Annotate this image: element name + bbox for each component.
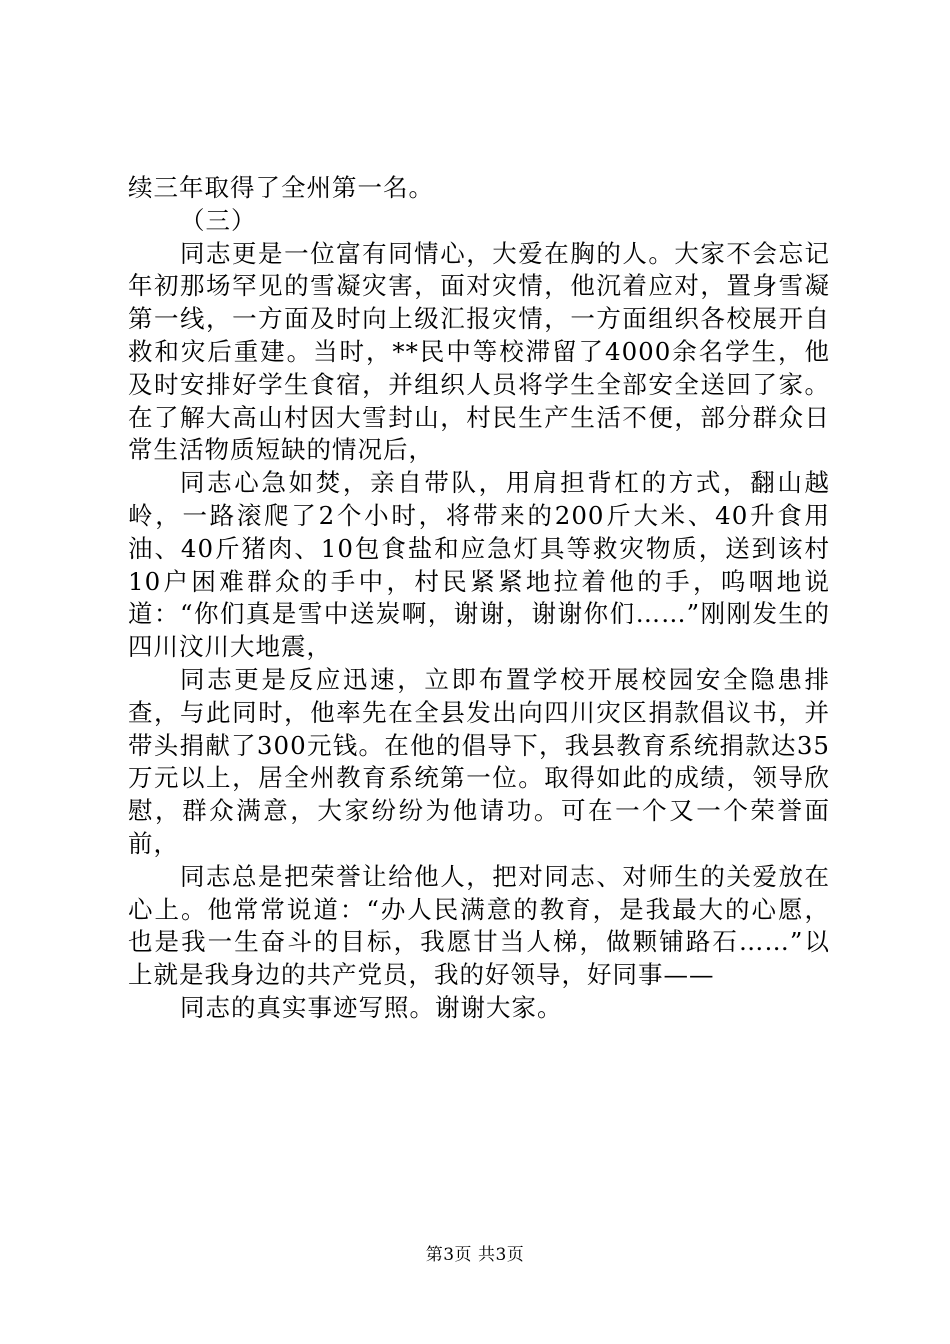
paragraph-2-section-heading: （三）: [180, 205, 257, 235]
paragraph-4: 同志心急如焚，亲自带队，用肩担背杠的方式，翻山越岭，一路滚爬了2个小时，将带来的200斤大米、40升食用油、40斤猪肉、10包食盐和应急灯具等救灾物质，送到该村10户困难群众的手中，村民紧紧地拉着他的手，呜咽地说道：“你们真是雪中送炭啊，谢谢，谢谢你们……”刚刚发生的四川汶川大地震，: [128, 468, 830, 662]
paragraph-6: 同志总是把荣誉让给他人，把对同志、对师生的关爱放在心上。他常常说道：“办人民满意的教育，是我最大的心愿，也是我一生奋斗的目标，我愿甘当人梯，做颗铺路石……”以上就是我身边的共产党员，我的好领导，好同事——: [128, 861, 830, 990]
paragraph-1: 续三年取得了全州第一名。: [128, 173, 434, 202]
paragraph-7: 同志的真实事迹写照。谢谢大家。: [180, 992, 563, 1022]
page-number-label: 第3页 共3页: [425, 1245, 525, 1265]
paragraph-3: 同志更是一位富有同情心，大爱在胸的人。大家不会忘记年初那场罕见的雪凝灾害，面对灾情，他沉着应对，置身雪凝第一线，一方面及时向上级汇报灾情，一方面组织各校展开自救和灾后重建。当时，**民中等校滞留了4000余名学生，他及时安排好学生食宿，并组织人员将学生全部安全送回了家。在了解大高山村因大雪封山，村民生产生活不便，部分群众日常生活物质短缺的情况后，: [128, 238, 830, 465]
page-footer: [0, 1243, 950, 1267]
document-body: [128, 172, 830, 1025]
paragraph-5: 同志更是反应迅速，立即布置学校开展校园安全隐患排查，与此同时，他率先在全县发出向四川灾区捐款倡议书，并带头捐献了300元钱。在他的倡导下，我县教育系统捐款达35万元以上，居全州教育系统第一位。取得如此的成绩，领导欣慰，群众满意，大家纷纷为他请功。可在一个又一个荣誉面前，: [128, 664, 830, 858]
